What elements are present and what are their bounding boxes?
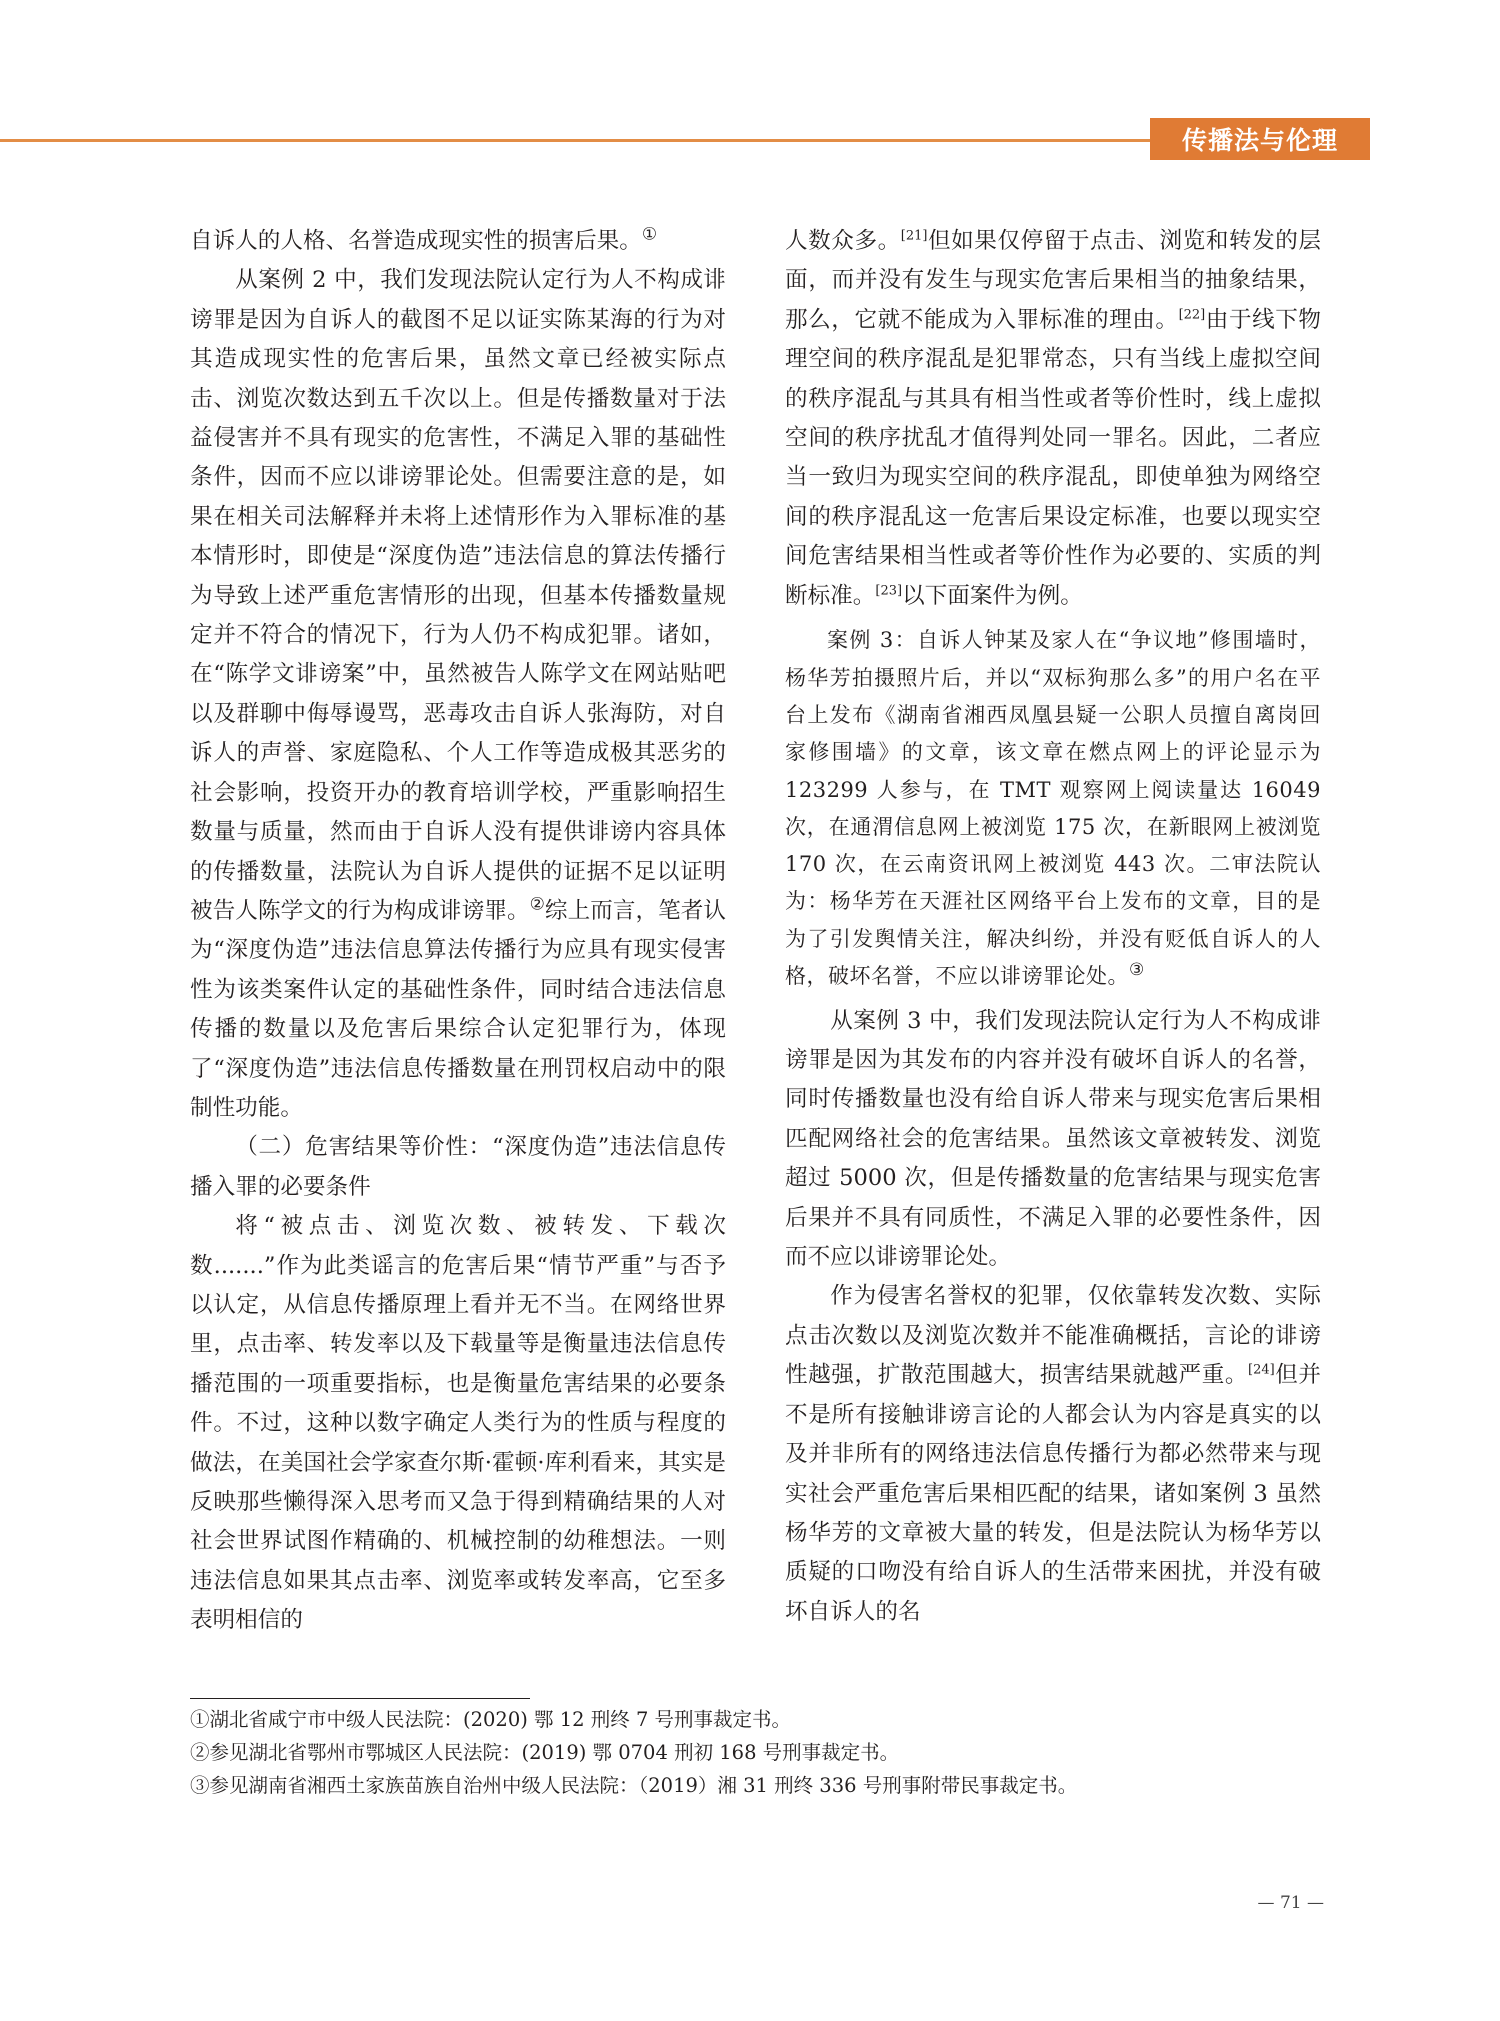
paragraph: 从案例 3 中，我们发现法院认定行为人不构成诽谤罪是因为其发布的内容并没有破坏自诉人的名誉，同时传播数量也没有给自诉人带来与现实危害后果相匹配网络社会的危害结果。虽然该文章被转发、浏览超过 5000 次，但是传播数量的危害结果与现实危害后果并不具有同质性，不满足入罪的必要性条件，因而不应以诽谤罪论处。	[785, 1007, 1321, 1271]
case-block	[785, 622, 1321, 995]
reference-marker: [21]	[900, 228, 928, 244]
header-rule	[0, 139, 1150, 142]
paragraph-text: 但如果仅停留于点击、浏览和转发的层面，而并没有发生与现实危害后果相当的抽象结果，那么，它就不能成为入罪标准的理由。	[785, 228, 1322, 333]
paragraph-text: 人数众多。	[785, 228, 901, 254]
paragraph-text: 综上而言，笔者认为“深度伪造”违法信息算法传播行为应具有现实侵害性为该类案件认定的基础性条件，同时结合违法信息传播的数量以及危害后果综合认定犯罪行为，体现了“深度伪造”违法信息传播数量在刑罚权启动中的限制性功能。	[190, 897, 727, 1121]
paragraph-text: 从案例 2 中，我们发现法院认定行为人不构成诽谤罪是因为自诉人的截图不足以证实陈某海的行为对其造成现实性的危害后果，虽然文章已经被实际点击、浏览次数达到五千次以上。但是传播数量对于法益侵害并不具有现实的危害性，不满足入罪的基础性条件，因而不应以诽谤罪论处。但需要注意的是，如果在相关司法解释并未将上述情形作为入罪标准的基本情形时，即使是“深度伪造”违法信息的算法传播行为导致上述严重危害情形的出现，但基本传播数量规定并不符合的情况下，行为人仍不构成犯罪。诸如，在“陈学文诽谤案”中，虽然被告人陈学文在网站贴吧以及群聊中侮辱谩骂，恶毒攻击自诉人张海防，对自诉人的声誉、家庭隐私、个人工作等造成极其恶劣的社会影响，投资开办的教育培训学校，严重影响招生数量与质量，然而由于自诉人没有提供诽谤内容具体的传播数量，法院认为自诉人提供的证据不足以证明被告人陈学文的行为构成诽谤罪。	[190, 267, 726, 924]
section-title: 传播法与伦理	[1181, 126, 1338, 155]
section-heading: （二）危害结果等价性：“深度伪造”违法信息传播入罪的必要条件	[190, 1134, 726, 1200]
paragraph-text: 自诉人的人格、名誉造成现实性的损害后果。	[190, 228, 642, 254]
paragraph	[190, 222, 726, 261]
footnote-item: ②参见湖北省鄂州市鄂城区人民法院：(2019) 鄂 0704 刑初 168 号刑事裁定书。	[190, 1741, 900, 1764]
paragraph-text: 以下面案件为例。	[902, 582, 1083, 609]
reference-marker: [22]	[1178, 307, 1206, 323]
reference-marker: [23]	[875, 583, 903, 599]
footnotes	[190, 1703, 1330, 1802]
footnote-rule	[190, 1698, 530, 1699]
reference-marker: [24]	[1248, 1362, 1275, 1378]
page-number: — 71 —	[1257, 1893, 1324, 1913]
footnote-item: ③参见湖南省湘西土家族苗族自治州中级人民法院：（2019）湘 31 刑终 336 号刑事附带民事裁定书。	[190, 1774, 1078, 1797]
footnote-marker: ①	[641, 224, 658, 245]
case-text: 案例 3：自诉人钟某及家人在“争议地”修围墙时，杨华芳拍摄照片后，并以“双标狗那么多”的用户名在平台上发布《湖南省湘西凤凰县疑一公职人员擅自离岗回家修围墙》的文章，该文章在燃点网上的评论显示为 123299 人参与，在 TMT 观察网上阅读量达 16049 次，在通渭信息网上被浏览 175 次，在新眼网上被浏览 170 次，在云南资讯网上被浏览 443 次。二审法院认为：杨华芳在天涯社区网络平台上发布的文章，目的是为了引发舆情关注，解决纠纷，并没有贬低自诉人的人格，破坏名誉，不应以诽谤罪论处。	[785, 628, 1321, 989]
paragraph-text: 作为侵害名誉权的犯罪，仅依靠转发次数、实际点击次数以及浏览次数并不能准确概括，言论的诽谤性越强，扩散范围越大，损害结果就越严重。	[785, 1283, 1321, 1389]
paragraph-text: 但并不是所有接触诽谤言论的人都会认为内容是真实的以及并非所有的网络违法信息传播行为都必然带来与现实社会严重危害后果相匹配的结果，诸如案例 3 虽然杨华芳的文章被大量的转发，但是法院认为杨华芳以质疑的口吻没有给自诉人的生活带来困扰，并没有破坏自诉人的名	[785, 1362, 1322, 1625]
footnote-item: ①湖北省咸宁市中级人民法院：(2020) 鄂 12 刑终 7 号刑事裁定书。	[190, 1708, 792, 1731]
section-title-tab	[1150, 118, 1370, 160]
paragraph: 将“被点击、浏览次数、被转发、下载次数.......”作为此类谣言的危害后果“情节严重”与否予以认定，从信息传播原理上看并无不当。在网络世界里，点击率、转发率以及下载量等是衡量违法信息传播范围的一项重要指标，也是衡量危害结果的必要条件。不过，这种以数字确定人类行为的性质与程度的做法，在美国社会学家查尔斯·霍顿·库利看来，其实是反映那些懒得深入思考而又急于得到精确结果的人对社会世界试图作精确的、机械控制的幼稚想法。一则违法信息如果其点击率、浏览率或转发率高，它至多表明相信的	[190, 1213, 726, 1634]
paragraph	[190, 261, 726, 1128]
paragraph-text: 由于线下物理空间的秩序混乱是犯罪常态，只有当线上虚拟空间的秩序混乱与其具有相当性或者等价性时，线上虚拟空间的秩序扰乱才值得判处同一罪名。因此，二者应当一致归为现实空间的秩序混乱，即使单独为网络空间的秩序混乱这一危害后果设定标准，也要以现实空间危害结果相当性或者等价性作为必要的、实质的判断标准。	[785, 306, 1322, 609]
footnote-marker: ③	[1129, 960, 1145, 981]
paragraph	[785, 222, 1321, 616]
right-column	[785, 222, 1321, 1632]
left-column	[190, 222, 726, 1641]
footnote-marker: ②	[529, 894, 545, 915]
paragraph	[785, 1277, 1321, 1632]
